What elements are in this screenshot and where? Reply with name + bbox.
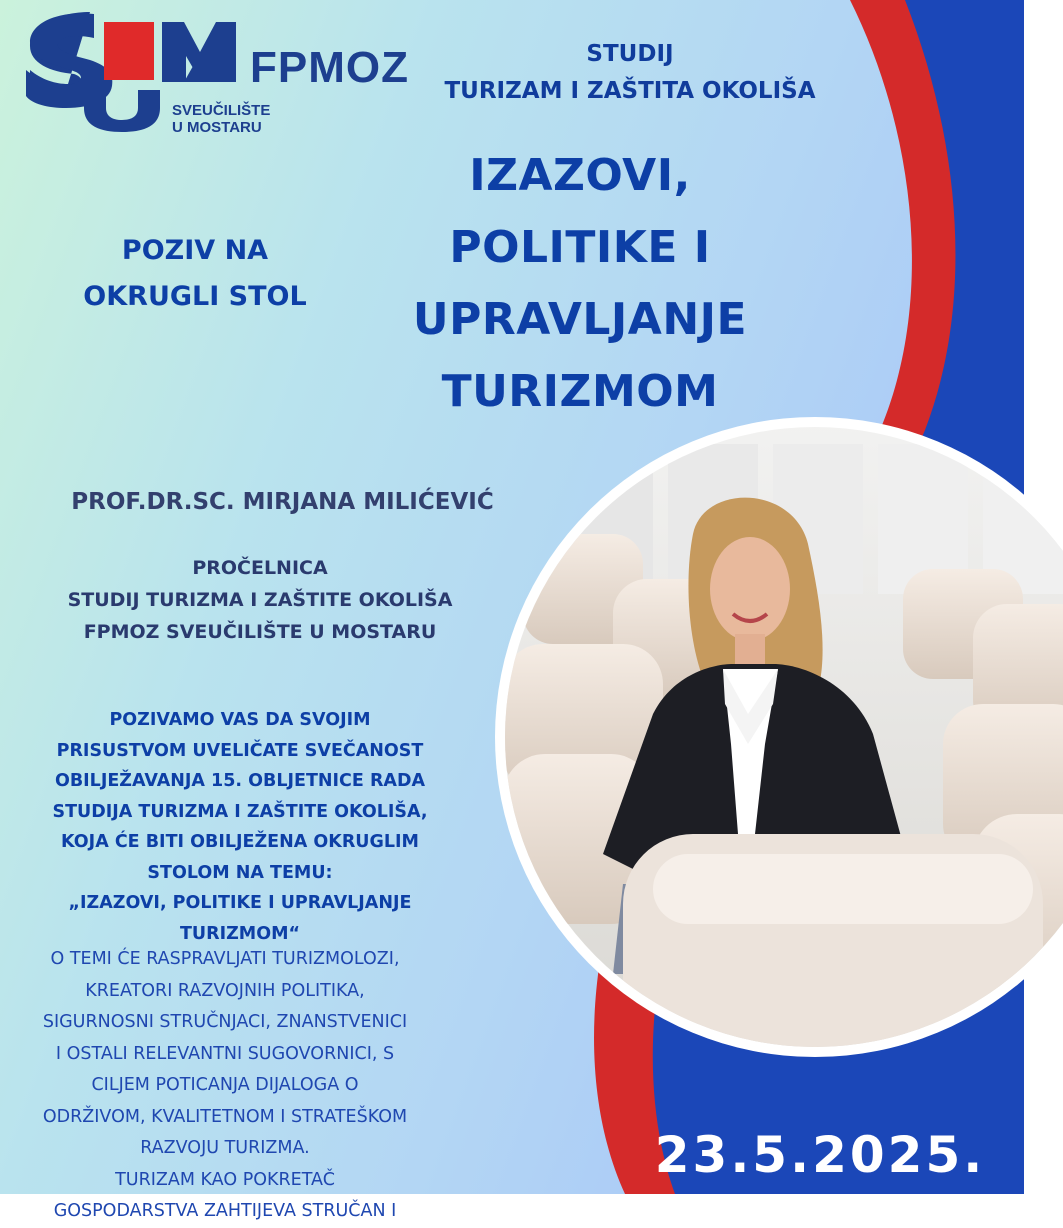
logo-subtitle-line1: SVEUČILIŠTE xyxy=(172,102,271,119)
invitation-line: STUDIJA TURIZMA I ZAŠTITE OKOLIŠA, xyxy=(52,801,428,822)
study-line2: TURIZAM I ZAŠTITA OKOLIŠA xyxy=(444,78,816,104)
topic-description xyxy=(0,944,450,1228)
description-line: SIGURNOSNI STRUČNJACI, ZNANSTVENICI xyxy=(42,1012,408,1032)
invitation-line: TURIZMOM“ xyxy=(179,923,301,944)
description-line: O TEMI ĆE RASPRAVLJATI TURIZMOLOZI, xyxy=(50,949,400,969)
invitation-line: „IZAZOVI, POLITIKE I UPRAVLJANJE xyxy=(68,893,412,913)
description-line: CILJEM POTICANJA DIJALOGA O xyxy=(91,1075,359,1095)
event-title-line2: POLITIKE I xyxy=(449,222,711,273)
study-line1: STUDIJ xyxy=(586,41,674,67)
invitation-text xyxy=(0,705,480,949)
event-title xyxy=(355,140,805,428)
logo-subtitle xyxy=(172,102,332,136)
description-line: KREATORI RAZVOJNIH POLITIKA, xyxy=(85,980,365,1001)
event-date: 23.5.2025. xyxy=(654,1126,986,1184)
speaker-name: PROF.DR.SC. MIRJANA MILIĆEVIĆ xyxy=(71,489,494,515)
invitation-line: POZIVAMO VAS DA SVOJIM xyxy=(109,710,371,730)
invite-line1: POZIV NA xyxy=(121,235,269,266)
speaker-role xyxy=(0,552,520,648)
speaker-role-line3: FPMOZ SVEUČILIŠTE U MOSTARU xyxy=(83,621,437,643)
study-heading xyxy=(395,36,865,110)
invite-heading xyxy=(30,228,360,320)
speaker-role-line1: PROČELNICA xyxy=(192,557,328,579)
event-title-line3: UPRAVLJANJE xyxy=(412,294,748,345)
description-line: GOSPODARSTVA ZAHTIJEVA STRUČAN I xyxy=(53,1201,397,1221)
description-line: ODRŽIVOM, KVALITETNOM I STRATEŠKOM xyxy=(42,1106,408,1127)
logo-name: FPMOZ xyxy=(250,43,409,92)
invitation-line: STOLOM NA TEMU: xyxy=(147,862,333,883)
description-line: I OSTALI RELEVANTNI SUGOVORNICI, S xyxy=(55,1043,395,1064)
invitation-line: PRISUSTVOM UVELIČATE SVEČANOST xyxy=(56,740,424,761)
speaker-photo xyxy=(503,414,1063,1074)
logo-subtitle-line2: U MOSTARU xyxy=(172,119,262,136)
university-logo xyxy=(22,8,409,136)
description-line: RAZVOJU TURIZMA. xyxy=(140,1138,310,1158)
invite-line2: OKRUGLI STOL xyxy=(83,281,307,312)
invitation-line: OBILJEŽAVANJA 15. OBLJETNICE RADA xyxy=(54,771,426,791)
event-title-line4: TURIZMOM xyxy=(441,366,719,417)
speaker-role-line2: STUDIJ TURIZMA I ZAŠTITE OKOLIŠA xyxy=(67,589,453,611)
event-title-line1: IZAZOVI, xyxy=(469,150,691,201)
description-line: TURIZAM KAO POKRETAČ xyxy=(115,1169,335,1190)
invitation-line: KOJA ĆE BITI OBILJEŽENA OKRUGLIM xyxy=(61,832,419,852)
